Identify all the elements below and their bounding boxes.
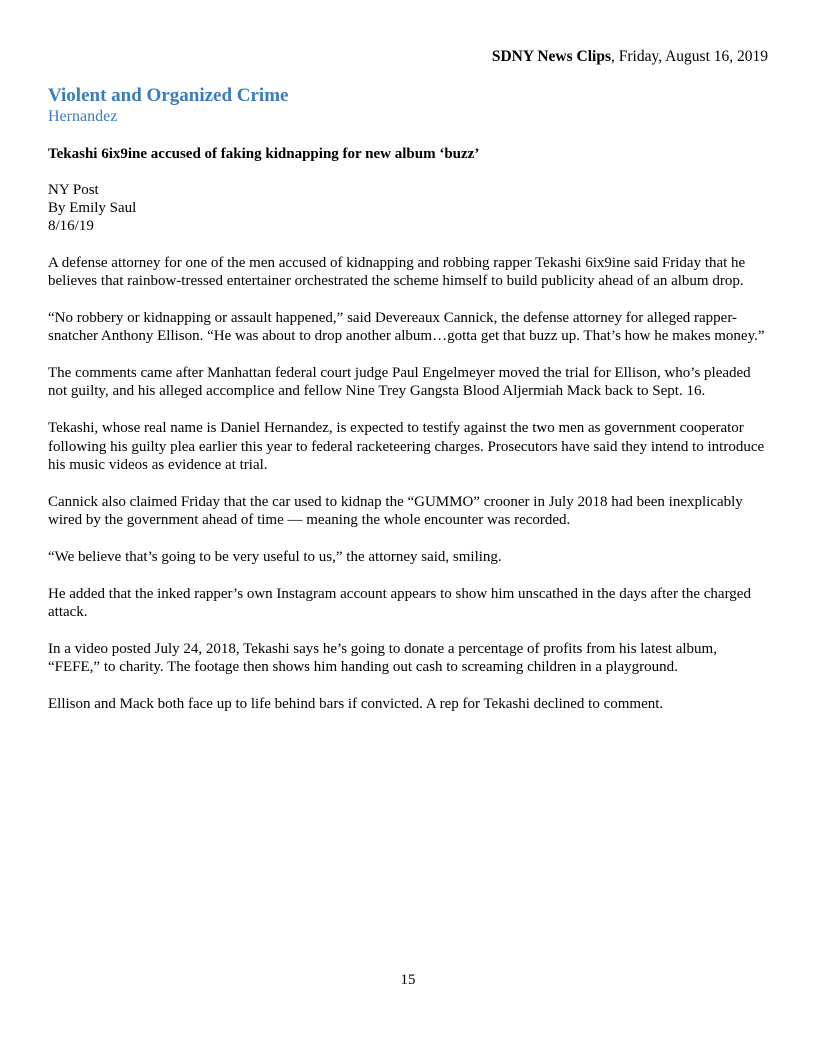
article-paragraph: He added that the inked rapper’s own Instagram account appears to show him unscathed in the days after the charged attack. xyxy=(48,585,751,620)
header-date: , Friday, August 16, 2019 xyxy=(610,48,768,65)
page-header xyxy=(492,47,768,67)
article-date: 8/16/19 xyxy=(48,218,94,234)
article-paragraph: In a video posted July 24, 2018, Tekashi says he’s going to donate a percentage of profits from his latest album, “FEFE,” to charity. The footage then shows him handing out cash to screaming children in a playground. xyxy=(48,640,717,675)
main-content xyxy=(48,85,770,732)
article-paragraph: Ellison and Mack both face up to life behind bars if convicted. A rep for Tekashi declined to comment. xyxy=(48,695,664,712)
section-title: Violent and Organized Crime xyxy=(48,85,289,106)
article-paragraph: Cannick also claimed Friday that the car used to kidnap the “GUMMO” crooner in July 2018 had been inexplicably wired by the government ahead of time — meaning the whole encounter was recorded. xyxy=(48,493,743,528)
article-paragraph: A defense attorney for one of the men accused of kidnapping and robbing rapper Tekashi 6ix9ine said Friday that he believes that rainbow-tressed entertainer orchestrated the scheme himself to build publicity ahead of an album drop. xyxy=(48,255,746,290)
publication-name: SDNY News Clips xyxy=(491,48,611,65)
article-byline: By Emily Saul xyxy=(48,200,137,216)
article-body xyxy=(48,254,770,713)
article-paragraph: “No robbery or kidnapping or assault happened,” said Devereaux Cannick, the defense attorney for alleged rapper-snatcher Anthony Ellison. “He was about to drop another album…gotta get that buzz up. That’s how he makes money.” xyxy=(48,310,765,345)
page-number: 15 xyxy=(400,972,416,988)
article-paragraph: The comments came after Manhattan federal court judge Paul Engelmeyer moved the trial for Ellison, who’s pleaded not guilty, and his alleged accomplice and fellow Nine Trey Gangsta Blood Aljermiah Mack back to Sept. 16. xyxy=(48,365,751,400)
section-subtitle: Hernandez xyxy=(48,108,118,125)
article-meta xyxy=(48,181,770,235)
article-source: NY Post xyxy=(48,182,99,198)
article-paragraph: Tekashi, whose real name is Daniel Hernandez, is expected to testify against the two men as government cooperator following his guilty plea earlier this year to federal racketeering charges. Prosecutors have said they intend to introduce his music videos as evidence at trial. xyxy=(48,420,765,473)
article-headline: Tekashi 6ix9ine accused of faking kidnapping for new album ‘buzz’ xyxy=(48,146,480,162)
article-paragraph: “We believe that’s going to be very useful to us,” the attorney said, smiling. xyxy=(48,548,502,565)
